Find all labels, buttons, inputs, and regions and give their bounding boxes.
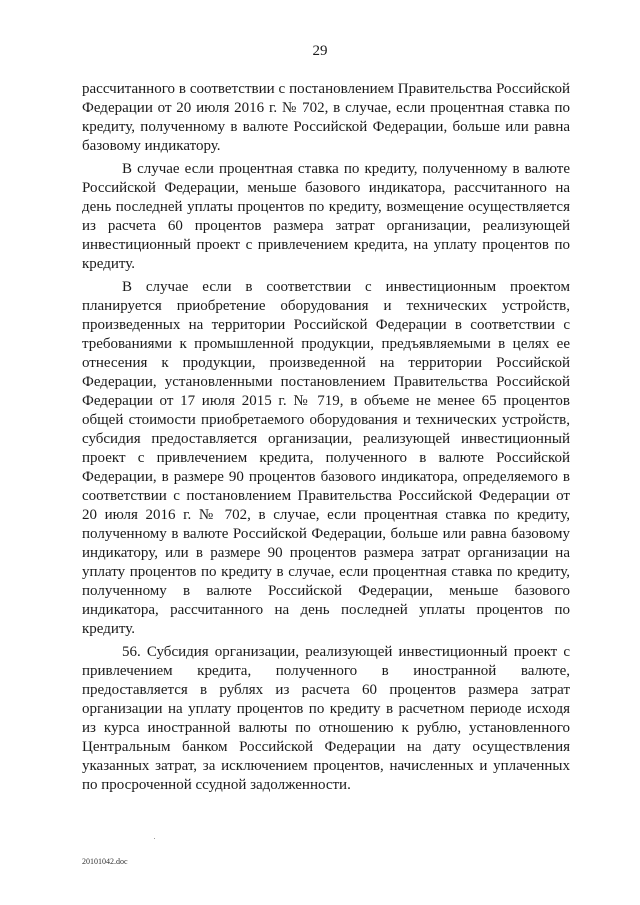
page-number: 29 [312, 43, 328, 59]
paragraph-56-foreign-currency: 56. Субсидия организации, реализующей инвестиционный проект с привлечением кредита, полученного в иностранной валюте, предоставляется в рублях из расчета 60 процентов размера затрат организации на уплату процентов по кредиту в расчетном периоде исходя из курса иностранной валюты по отношению к рублю, установленного Центральным банком Российской Федерации на дату осуществления указанных затрат, за исключением процентов, начисленных и уплаченных по просроченной ссудной задолженности. [82, 644, 570, 793]
paragraph-continuation: рассчитанного в соответствии с постановлением Правительства Российской Федерации от 20 июля 2016 г. № 702, в случае, если процентная ставка по кредиту, полученному в валюте Российской Федерации, больше или равна базовому индикатору. [82, 81, 570, 154]
document-body [82, 80, 570, 799]
scan-speck [154, 838, 155, 839]
footer-filename: 20101042.doc [82, 857, 128, 866]
paragraph-domestic-equipment: В случае если в соответствии с инвестиционным проектом планируется приобретение оборудования и технических устройств, произведенных на территории Российской Федерации в соответствии с требованиями к промышленной продукции, предъявляемыми в целях ее отнесения к продукции, произведенной на территории Российской Федерации, установленными постановлением Правительства Российской Федерации от 17 июля 2015 г. № 719, в объеме не менее 65 процентов общей стоимости приобретаемого оборудования и технических устройств, субсидия предоставляется организации, реализующей инвестиционный проект с привлечением кредита, полученного в валюте Российской Федерации, в размере 90 процентов базового индикатора, определяемого в соответствии с постановлением Правительства Российской Федерации от 20 июля 2016 г. № 702, в случае, если процентная ставка по кредиту, полученному в валюте Российской Федерации, больше или равна базовому индикатору, или в размере 90 процентов размера затрат организации на уплату процентов по кредиту в случае, если процентная ставка по кредиту, полученному в валюте Российской Федерации, меньше базового индикатора, рассчитанного на день последней уплаты процентов по кредиту. [82, 279, 570, 637]
paragraph-lower-rate: В случае если процентная ставка по кредиту, полученному в валюте Российской Федерации, меньше базового индикатора, рассчитанного на день последней уплаты процентов по кредиту, возмещение осуществляется из расчета 60 процентов размера затрат организации, реализующей инвестиционный проект с привлечением кредита, на уплату процентов по кредиту. [82, 161, 570, 272]
